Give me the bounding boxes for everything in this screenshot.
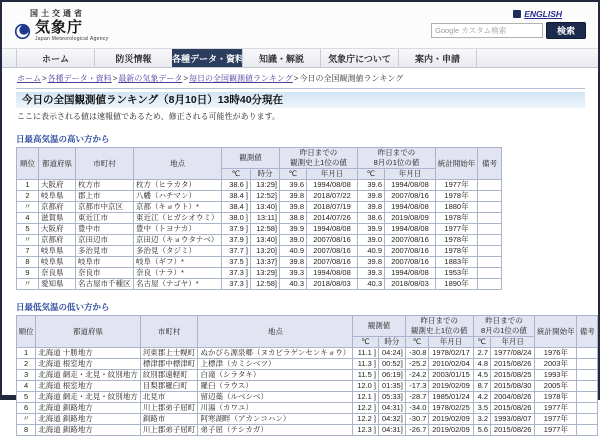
table-cell: 1978年: [436, 213, 478, 224]
table-cell: 豊中（トヨナカ）: [134, 224, 222, 235]
table-cell: [478, 202, 502, 213]
col-subheader-time: 時分: [251, 169, 280, 180]
table-cell: 名古屋市千種区: [76, 279, 134, 290]
table-cell: 4: [17, 381, 36, 392]
table-cell: [478, 268, 502, 279]
table-cell: 39.8: [280, 191, 307, 202]
table-cell: 12.0 ]: [353, 381, 379, 392]
table-cell: 阿寒湖畔（アカンコハン）: [198, 414, 353, 425]
breadcrumb-current: 今日の全国観測値ランキング: [299, 74, 404, 83]
table-cell: 2019/08/09: [385, 213, 436, 224]
table-cell: -25.2: [405, 359, 429, 370]
table-cell: 38.4 ]: [222, 202, 251, 213]
table-cell: 東近江（ヒガシオウミ）: [134, 213, 222, 224]
table-cell: [478, 213, 502, 224]
table-cell: 37.7 ]: [222, 246, 251, 257]
nav-item-knowledge[interactable]: 知識・解説: [242, 49, 320, 67]
table-cell: [478, 191, 502, 202]
table-cell: 39.8: [358, 257, 385, 268]
table-cell: 13:20]: [251, 246, 280, 257]
table-cell: 4.2: [473, 392, 490, 403]
table-cell: 11.5 ]: [353, 370, 379, 381]
table-cell: 白滝（シラタキ）: [198, 370, 353, 381]
table-cell: 8: [17, 425, 36, 436]
main-nav: [2, 48, 598, 68]
table-cell: 1880年: [436, 202, 478, 213]
table-cell: 弟子屈（テシカガ）: [198, 425, 353, 436]
provisional-note: ここに表示される値は速報値であるため、修正される可能性があります。: [17, 112, 281, 121]
table-cell: 12:58]: [251, 224, 280, 235]
col-subheader-date: 年月日: [491, 337, 535, 348]
table-cell: 多治見市: [76, 246, 134, 257]
table-row: [17, 202, 502, 213]
table-cell: -28.7: [405, 392, 429, 403]
table-cell: 37.9 ]: [222, 224, 251, 235]
nav-separator: [476, 49, 477, 67]
table-cell: [577, 425, 598, 436]
table-cell: 13:40]: [251, 202, 280, 213]
table-cell: -30.7: [405, 414, 429, 425]
lowest-temp-section-title: 日最低気温の低い方から: [16, 302, 110, 312]
table-row: [17, 348, 598, 359]
table-cell: 2004/08/26: [491, 392, 535, 403]
table-cell: 目梨郡羅臼町: [140, 381, 198, 392]
table-cell: 2014/07/26: [307, 213, 358, 224]
table-cell: 1994/08/08: [385, 224, 436, 235]
table-cell: 北海道 根室地方: [36, 381, 141, 392]
col-subheader-deg: ℃: [280, 169, 307, 180]
table-cell: -30.8: [405, 348, 429, 359]
nav-item-guidance[interactable]: 案内・申請: [398, 49, 476, 67]
table-cell: 岐阜県: [39, 257, 76, 268]
col-header-remarks: 備考: [577, 316, 598, 348]
table-row: [17, 370, 598, 381]
table-cell: 37.3 ]: [222, 268, 251, 279]
table-cell: 2007/08/16: [385, 235, 436, 246]
table-cell: 39.9: [280, 224, 307, 235]
table-cell: 2015/08/26: [491, 359, 535, 370]
english-link[interactable]: ENGLISH: [524, 9, 562, 19]
table-cell: 北見市: [140, 392, 198, 403]
table-cell: [577, 414, 598, 425]
table-cell: 〃: [17, 202, 39, 213]
table-cell: 1890年: [436, 279, 478, 290]
col-header-remarks: 備考: [478, 148, 502, 180]
table-cell: 04:24]: [378, 348, 405, 359]
table-cell: 1977/08/24: [491, 348, 535, 359]
table-cell: 京田辺市: [76, 235, 134, 246]
table-cell: 岐阜県: [39, 191, 76, 202]
lowest-temp-section: [16, 301, 598, 436]
table-cell: 滋賀県: [39, 213, 76, 224]
table-cell: 北海道 釧路地方: [36, 425, 141, 436]
table-cell: 1994/08/08: [307, 268, 358, 279]
table-cell: 13:29]: [251, 180, 280, 191]
nav-item-about-jma[interactable]: 気象庁について: [320, 49, 398, 67]
breadcrumb-latest-weather-data[interactable]: 最新の気象データ >: [118, 74, 189, 83]
table-cell: -17.3: [405, 381, 429, 392]
table-cell: 京都府: [39, 235, 76, 246]
table-cell: 2: [17, 359, 36, 370]
table-cell: 多治見（タジミ）: [134, 246, 222, 257]
table-cell: 2010/02/04: [429, 359, 473, 370]
table-cell: 13:37]: [251, 257, 280, 268]
col-header-record: 昨日までの 観測史上1位の値: [280, 148, 358, 169]
table-cell: [478, 235, 502, 246]
table-cell: 12:58]: [251, 279, 280, 290]
table-cell: 11.3 ]: [353, 359, 379, 370]
col-header-prefecture: 都道府県: [36, 316, 141, 348]
table-cell: ぬかびら源泉郷（ヌカビラゲンセンキョウ）: [198, 348, 353, 359]
col-subheader-deg: ℃: [358, 169, 385, 180]
table-cell: 2.7: [473, 348, 490, 359]
table-cell: 2007/08/16: [307, 235, 358, 246]
table-cell: 北海道 網走・北見・紋別地方: [36, 370, 141, 381]
table-cell: 40.9: [358, 246, 385, 257]
col-header-city: 市町村: [76, 148, 134, 180]
table-cell: 北海道 根室地方: [36, 359, 141, 370]
table-cell: 3.5: [473, 403, 490, 414]
table-cell: 2018/07/19: [307, 202, 358, 213]
table-cell: 留辺蘂（ルベシベ）: [198, 392, 353, 403]
table-cell: 〃: [17, 414, 36, 425]
table-cell: 1994/08/08: [385, 202, 436, 213]
table-cell: 39.6: [358, 180, 385, 191]
table-cell: 京田辺（キョウタナベ）: [134, 235, 222, 246]
table-cell: 12:52]: [251, 191, 280, 202]
page-title: 今日の全国観測値ランキング（8月10日）13時40分現在: [16, 92, 585, 108]
table-cell: 4: [17, 213, 39, 224]
table-cell: 39.9: [358, 224, 385, 235]
table-cell: 1978年: [535, 392, 577, 403]
col-header-rank: 順位: [17, 148, 39, 180]
col-subheader-deg: ℃: [405, 337, 429, 348]
breadcrumb: [16, 71, 585, 89]
table-cell: 1994/08/08: [385, 180, 436, 191]
table-cell: 奈良県: [39, 268, 76, 279]
table-cell: 1985/01/24: [429, 392, 473, 403]
table-cell: 13:40]: [251, 235, 280, 246]
table-cell: 奈良（ナラ）*: [134, 268, 222, 279]
table-row: [17, 180, 502, 191]
table-cell: 39.3: [358, 268, 385, 279]
table-cell: 2018/07/22: [307, 191, 358, 202]
table-cell: [577, 370, 598, 381]
table-cell: 2018/08/03: [385, 279, 436, 290]
table-row: [17, 257, 502, 268]
table-cell: 1: [17, 348, 36, 359]
table-cell: 2015/08/25: [491, 370, 535, 381]
table-cell: 04:31]: [378, 403, 405, 414]
table-cell: 1993年: [535, 370, 577, 381]
table-cell: 5: [17, 224, 39, 235]
table-cell: 1994/08/08: [307, 224, 358, 235]
table-cell: 8: [17, 257, 39, 268]
col-subheader-date: 年月日: [385, 169, 436, 180]
table-cell: 2018/08/03: [307, 279, 358, 290]
table-cell: 37.5 ]: [222, 257, 251, 268]
table-cell: 3: [17, 370, 36, 381]
table-cell: 40.3: [280, 279, 307, 290]
table-cell: 愛知県: [39, 279, 76, 290]
col-header-rank: 順位: [17, 316, 36, 348]
table-cell: 奈良市: [76, 268, 134, 279]
table-cell: -24.2: [405, 370, 429, 381]
table-cell: 37.3 ]: [222, 279, 251, 290]
table-cell: 2015/08/26: [491, 425, 535, 436]
table-cell: [478, 257, 502, 268]
table-cell: 枚方市: [76, 180, 134, 191]
table-row: [17, 392, 598, 403]
col-header-city: 市町村: [140, 316, 198, 348]
col-header-station: 地点: [134, 148, 222, 180]
table-row: [17, 381, 598, 392]
table-cell: 2015/08/26: [491, 403, 535, 414]
table-cell: 八幡（ハチマン）: [134, 191, 222, 202]
table-cell: 京都府: [39, 202, 76, 213]
table-cell: 12.1 ]: [353, 392, 379, 403]
table-cell: 1977年: [535, 414, 577, 425]
table-cell: 1977年: [436, 180, 478, 191]
table-cell: 4.8: [473, 359, 490, 370]
col-header-start-year: 統計開始年: [436, 148, 478, 180]
table-cell: 38.0 ]: [222, 213, 251, 224]
table-cell: 7: [17, 246, 39, 257]
table-cell: [478, 279, 502, 290]
table-cell: 豊中市: [76, 224, 134, 235]
table-cell: 39.0: [280, 235, 307, 246]
highest-temp-section-title: 日最高気温の高い方から: [16, 134, 110, 144]
table-cell: [478, 224, 502, 235]
table-cell: [577, 381, 598, 392]
table-cell: 4.5: [473, 370, 490, 381]
table-cell: -26.7: [405, 425, 429, 436]
table-cell: 2019/02/09: [429, 381, 473, 392]
table-cell: 00:52]: [378, 359, 405, 370]
table-cell: 2003/01/15: [429, 370, 473, 381]
table-cell: 39.6: [280, 180, 307, 191]
table-cell: 北海道 釧路地方: [36, 414, 141, 425]
table-cell: 39.0: [358, 235, 385, 246]
table-cell: 2015/08/30: [491, 381, 535, 392]
table-cell: 12.2 ]: [353, 403, 379, 414]
table-cell: 39.3: [280, 268, 307, 279]
table-cell: [577, 359, 598, 370]
table-cell: 北海道 釧路地方: [36, 403, 141, 414]
table-cell: 1978/02/25: [429, 403, 473, 414]
jma-logo-icon: [14, 23, 31, 40]
table-cell: 1978/02/17: [429, 348, 473, 359]
english-icon: [513, 10, 521, 18]
table-cell: [478, 180, 502, 191]
table-cell: 紋別郡遠軽町: [140, 370, 198, 381]
table-cell: 9: [17, 268, 39, 279]
table-cell: 04:31]: [378, 425, 405, 436]
table-cell: 〃: [17, 279, 39, 290]
table-cell: 8.7: [473, 381, 490, 392]
breadcrumb-home[interactable]: ホーム >: [17, 74, 48, 83]
table-cell: 39.8: [358, 191, 385, 202]
col-header-prefecture: 都道府県: [39, 148, 76, 180]
table-cell: 38.6: [358, 213, 385, 224]
table-cell: [577, 348, 598, 359]
table-cell: 岐阜県: [39, 246, 76, 257]
table-cell: 01:35]: [378, 381, 405, 392]
table-cell: 37.9 ]: [222, 235, 251, 246]
table-cell: 1994/08/08: [385, 268, 436, 279]
table-cell: 郡上市: [76, 191, 134, 202]
highest-temp-section: [16, 133, 598, 290]
table-cell: 38.6 ]: [222, 180, 251, 191]
table-cell: 河東郡上士幌町: [140, 348, 198, 359]
table-cell: 1978年: [436, 235, 478, 246]
site-header: [2, 2, 598, 48]
table-cell: 1977年: [535, 403, 577, 414]
table-cell: 1993/08/07: [491, 414, 535, 425]
breadcrumb-data-resources[interactable]: 各種データ・資料 >: [48, 74, 119, 83]
agency-name: 気象庁: [35, 19, 84, 36]
table-cell: 羅臼（ラウス）: [198, 381, 353, 392]
table-cell: 枚方（ヒラカタ）: [134, 180, 222, 191]
table-cell: 1994/08/08: [307, 180, 358, 191]
table-cell: 40.9: [280, 246, 307, 257]
table-row: [17, 224, 502, 235]
table-cell: 釧路市: [140, 414, 198, 425]
col-subheader-time: 時分: [378, 337, 405, 348]
table-cell: 2: [17, 191, 39, 202]
table-cell: 川上郡弟子屈町: [140, 425, 198, 436]
table-cell: 06:19]: [378, 370, 405, 381]
table-cell: 北海道 網走・北見・紋別地方: [36, 392, 141, 403]
table-cell: 6: [17, 403, 36, 414]
breadcrumb-daily-ranking[interactable]: 毎日の全国観測値ランキング >: [189, 74, 299, 83]
col-header-record: 昨日までの 観測史上1位の値: [405, 316, 473, 337]
nav-item-home[interactable]: ホーム: [16, 49, 94, 67]
table-cell: 1978年: [436, 191, 478, 202]
table-row: [17, 246, 502, 257]
search-input[interactable]: [431, 23, 543, 38]
table-cell: 岐阜（ギフ）*: [134, 257, 222, 268]
table-cell: 2007/08/16: [307, 257, 358, 268]
nav-item-disaster-info[interactable]: 防災情報: [94, 49, 172, 67]
table-cell: 京都市中京区: [76, 202, 134, 213]
table-cell: 〃: [17, 235, 39, 246]
table-cell: 2005年: [535, 381, 577, 392]
ministry-name: 国土交通省: [30, 9, 85, 18]
table-cell: 38.4 ]: [222, 191, 251, 202]
table-row: [17, 425, 598, 436]
table-cell: [478, 246, 502, 257]
table-cell: 05:33]: [378, 392, 405, 403]
table-cell: 12.3 ]: [353, 425, 379, 436]
col-subheader-deg: ℃: [222, 169, 251, 180]
agency-name-en: Japan Meteorological Agency: [35, 36, 109, 42]
table-cell: 1976年: [535, 348, 577, 359]
logo-block[interactable]: [14, 6, 108, 48]
table-cell: 2019/02/09: [429, 414, 473, 425]
col-header-observed: 観測値: [353, 316, 405, 337]
table-row: [17, 279, 502, 290]
col-header-august-record: 昨日までの 8月の1位の値: [473, 316, 535, 337]
table-cell: 1977年: [436, 224, 478, 235]
table-cell: 13:29]: [251, 268, 280, 279]
table-cell: 大阪府: [39, 180, 76, 191]
table-row: [17, 191, 502, 202]
table-cell: 1: [17, 180, 39, 191]
table-cell: 岐阜市: [76, 257, 134, 268]
table-row: [17, 359, 598, 370]
table-cell: 北海道 十勝地方: [36, 348, 141, 359]
table-cell: 39.8: [280, 202, 307, 213]
col-header-august-record: 昨日までの 8月の1位の値: [358, 148, 436, 169]
col-subheader-deg: ℃: [473, 337, 490, 348]
table-cell: 13:11]: [251, 213, 280, 224]
col-header-start-year: 統計開始年: [535, 316, 577, 348]
table-cell: 川湯（カワユ）: [198, 403, 353, 414]
table-cell: 2007/08/16: [385, 257, 436, 268]
table-cell: 大阪府: [39, 224, 76, 235]
table-cell: 39.8: [280, 257, 307, 268]
table-cell: 3.2: [473, 414, 490, 425]
col-subheader-date: 年月日: [307, 169, 358, 180]
table-row: [17, 235, 502, 246]
table-cell: 上標津（カミシベツ）: [198, 359, 353, 370]
table-cell: -34.0: [405, 403, 429, 414]
col-subheader-deg: ℃: [353, 337, 379, 348]
table-row: [17, 414, 598, 425]
table-cell: 1883年: [436, 257, 478, 268]
lowest-temp-table: [16, 315, 598, 436]
table-cell: 東近江市: [76, 213, 134, 224]
table-cell: 2007/08/16: [307, 246, 358, 257]
table-cell: 京都（キョウト）*: [134, 202, 222, 213]
table-cell: 38.8: [280, 213, 307, 224]
highest-temp-table: [16, 147, 502, 290]
table-cell: 39.8: [358, 202, 385, 213]
table-cell: 2007/08/16: [385, 191, 436, 202]
table-cell: 12.2 ]: [353, 414, 379, 425]
table-cell: 2019/02/09: [429, 425, 473, 436]
search-button[interactable]: 検索: [546, 22, 586, 39]
table-cell: 40.3: [358, 279, 385, 290]
table-cell: 川上郡弟子屈町: [140, 403, 198, 414]
col-header-station: 地点: [198, 316, 353, 348]
table-cell: [577, 392, 598, 403]
table-row: [17, 213, 502, 224]
table-row: [17, 268, 502, 279]
table-cell: 名古屋（ナゴヤ）*: [134, 279, 222, 290]
table-cell: 5: [17, 392, 36, 403]
col-subheader-date: 年月日: [429, 337, 473, 348]
table-cell: 標津郡中標津町: [140, 359, 198, 370]
table-cell: 1953年: [436, 268, 478, 279]
table-cell: 04:32]: [378, 414, 405, 425]
table-cell: 2007/08/16: [385, 246, 436, 257]
table-cell: 1977年: [535, 425, 577, 436]
table-row: [17, 403, 598, 414]
table-cell: 5.6: [473, 425, 490, 436]
table-cell: 11.1 ]: [353, 348, 379, 359]
table-cell: 1978年: [436, 246, 478, 257]
main-content: [2, 68, 598, 436]
table-cell: 2003年: [535, 359, 577, 370]
table-cell: [577, 403, 598, 414]
nav-item-data-resources[interactable]: 各種データ・資料: [172, 49, 242, 67]
col-header-observed: 観測値: [222, 148, 280, 169]
